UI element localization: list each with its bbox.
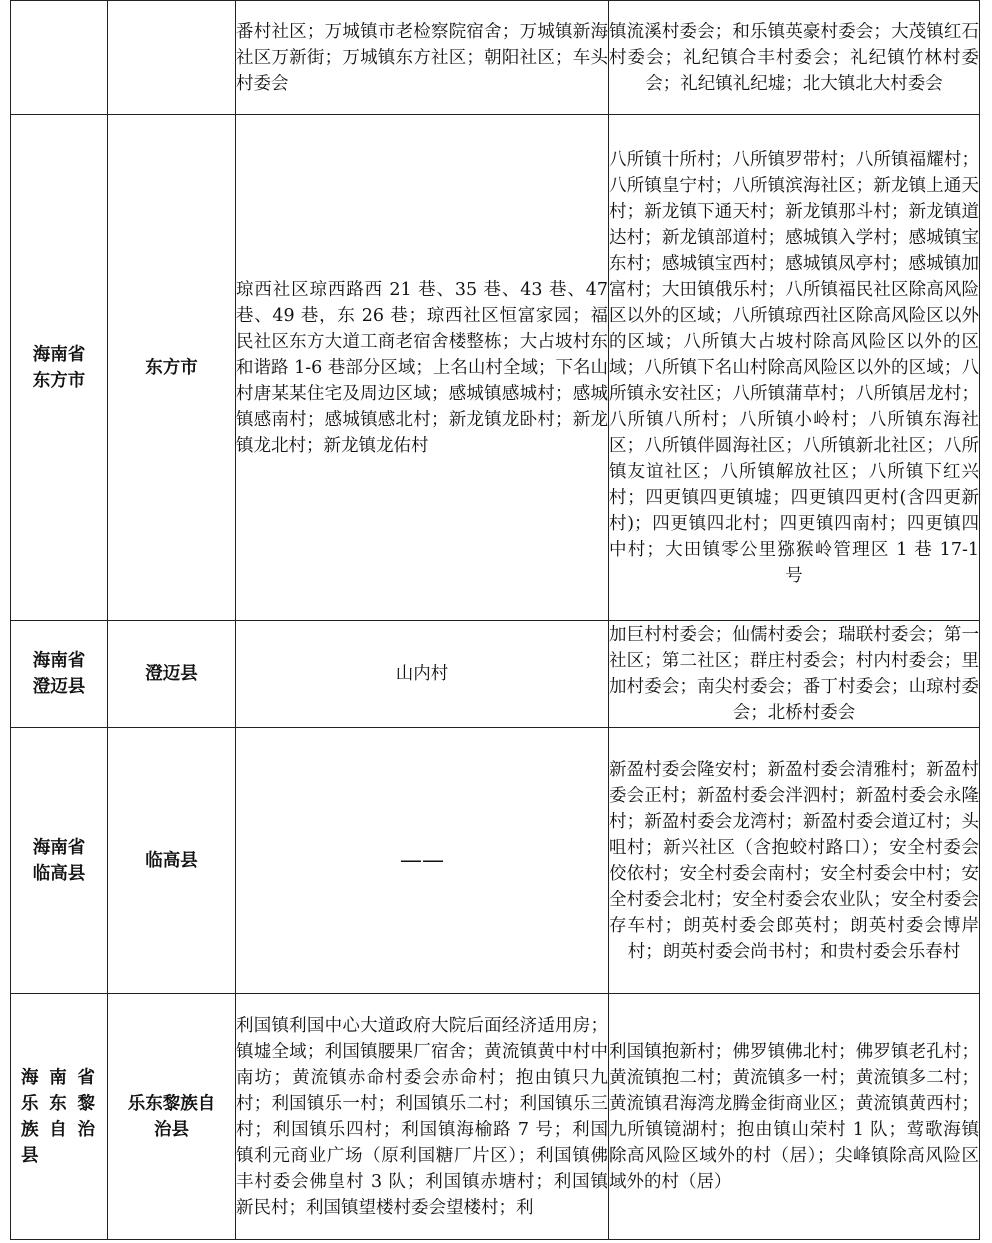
middle-risk-cell: —— — [236, 728, 609, 994]
province-cell — [11, 621, 108, 728]
low-risk-cell: 镇流溪村委会；和乐镇英豪村委会；大茂镇红石村委会；礼纪镇合丰村委会；礼纪镇竹林村委会；礼纪镇礼纪墟；北大镇北大村委会 — [609, 1, 980, 115]
province-cell — [11, 115, 108, 621]
province-line: 县 — [21, 1145, 39, 1166]
table-row — [11, 621, 980, 728]
table-row — [11, 728, 980, 994]
province-line: 海 南 省 — [21, 1067, 95, 1088]
city-cell — [108, 1, 236, 115]
city-cell: 乐东黎族自治县 — [108, 994, 236, 1240]
table-row — [11, 1, 980, 115]
table-row — [11, 994, 980, 1240]
middle-risk-cell: 番村社区；万城镇市老检察院宿舍；万城镇新海社区万新街；万城镇东方社区；朝阳社区；车头村委会 — [236, 1, 609, 115]
province-line: 澄迈县 — [32, 677, 86, 697]
city-cell: 东方市 — [108, 115, 236, 621]
middle-risk-cell: 琼西社区琼西路西 21 巷、35 巷、43 巷、47 巷、49 巷，东 26 巷；琼西社区恒富家园；福民社区东方大道工商老宿舍楼整栋；大占坡村东和谐路 1-6 巷部分区域；上名山村全域；下名山村唐某某住宅及周边区域；感城镇感城村；感城镇感南村；感城镇感北村；新龙镇龙卧村；新龙镇龙北村；新龙镇龙佑村 — [236, 115, 609, 621]
province-cell — [11, 728, 108, 994]
province-line: 海南省 — [32, 837, 86, 858]
low-risk-cell: 利国镇抱新村；佛罗镇佛北村；佛罗镇老孔村；黄流镇抱二村；黄流镇多一村；黄流镇多二村；黄流镇君海湾龙腾金街商业区；黄流镇黄西村；九所镇镜湖村；抱由镇山荣村 1 队；莺歌海镇除高风险区域外的村（居）；尖峰镇除高风险区域外的村（居） — [609, 994, 980, 1240]
province-line: 海南省 — [32, 651, 86, 671]
table-row — [11, 115, 980, 621]
middle-risk-cell: 利国镇利国中心大道政府大院后面经济适用房；镇墟全域；利国镇腰果厂宿舍；黄流镇黄中村中南坊；黄流镇赤命村委会赤命村；抱由镇只九村；利国镇乐一村；利国镇乐二村；利国镇乐三村；利国镇乐四村；利国镇海榆路 7 号；利国镇利元商业广场（原利国糖厂片区）；利国镇佛丰村委会佛皇村 3 队；利国镇赤塘村；利国镇新民村；利国镇望楼村委会望楼村；利 — [236, 994, 609, 1240]
risk-area-table — [10, 0, 980, 1240]
low-risk-cell: 八所镇十所村；八所镇罗带村；八所镇福耀村；八所镇皇宁村；八所镇滨海社区；新龙镇上通天村；新龙镇下通天村；新龙镇那斗村；新龙镇道达村；新龙镇部道村；感城镇入学村；感城镇宝东村；感城镇宝西村；感城镇凤亭村；感城镇加富村；大田镇俄乐村；八所镇福民社区除高风险区以外的区域；八所镇琼西社区除高风险区以外的区域；八所镇大占坡村除高风险区以外的区域；八所镇下名山村除高风险区以外的区域；八所镇永安社区；八所镇蒲草村；八所镇居龙村；八所镇八所村；八所镇小岭村；八所镇东海社区；八所镇伴圆海社区；八所镇新北社区；八所镇友谊社区；八所镇解放社区；八所镇下红兴村；四更镇四更镇墟；四更镇四更村(含四更新村)；四更镇四北村；四更镇四南村；四更镇四中村；大田镇零公里猕猴岭管理区 1 巷 17-1 号 — [609, 115, 980, 621]
province-line: 乐 东 黎 — [21, 1093, 95, 1114]
province-line: 东方市 — [32, 370, 86, 391]
province-cell — [11, 1, 108, 115]
province-line: 临高县 — [32, 863, 86, 884]
province-line: 海南省 — [32, 344, 86, 365]
city-cell: 澄迈县 — [108, 621, 236, 728]
province-line: 族 自 治 — [21, 1119, 95, 1140]
province-cell — [11, 994, 108, 1240]
city-cell: 临高县 — [108, 728, 236, 994]
middle-risk-cell: 山内村 — [236, 621, 609, 728]
low-risk-cell: 加巨村村委会；仙儒村委会；瑞联村委会；第一社区；第二社区；群庄村委会；村内村委会；里加村委会；南尖村委会；番丁村委会；山琼村委会；北桥村委会 — [609, 621, 980, 728]
low-risk-cell: 新盈村委会隆安村；新盈村委会清雅村；新盈村委会正村；新盈村委会泮泗村；新盈村委会永隆村；新盈村委会龙湾村；新盈村委会道辽村；头咀村；新兴社区（含抱蛟村路口）；安全村委会佼依村；安全村委会南村；安全村委会中村；安全村委会北村；安全村委会农业队；安全村委会存车村；朗英村委会郎英村；朗英村委会博岸村；朗英村委会尚书村；和贵村委会乐春村 — [609, 728, 980, 994]
